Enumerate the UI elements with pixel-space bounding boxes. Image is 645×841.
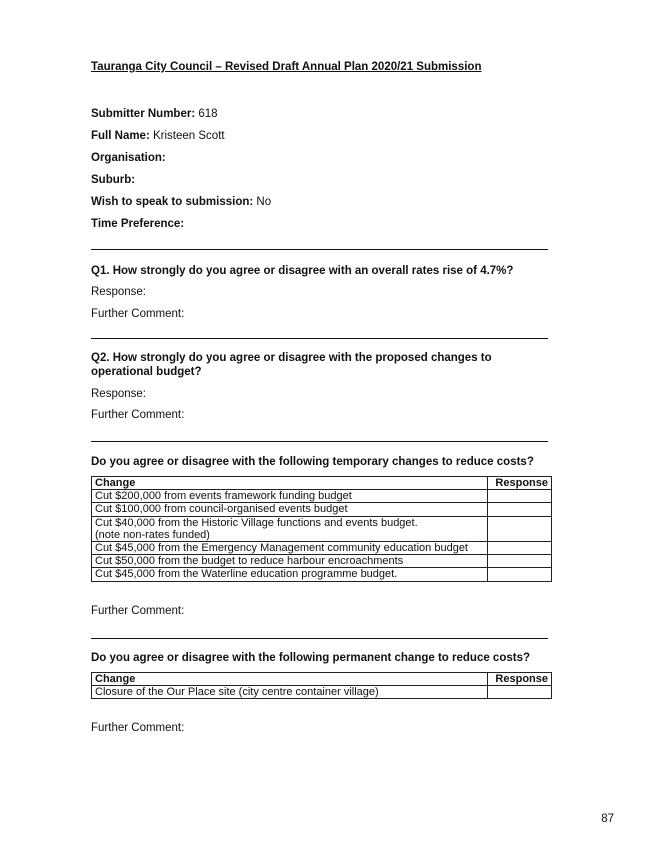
change-cell: Cut $200,000 from events framework funding budget [92,490,488,503]
change-cell: Cut $45,000 from the Emergency Management community education budget [92,542,488,555]
change-cell: Cut $100,000 from council-organised events budget [92,503,488,516]
table-row [92,555,552,568]
response-cell[interactable] [488,490,552,503]
table-row [92,686,552,699]
page-number: 87 [601,813,614,825]
table-row [92,516,552,541]
temporary-comment-label: Further Comment: [91,605,185,617]
change-cell: Closure of the Our Place site (city centre container village) [92,686,488,699]
organisation-label: Organisation: [91,152,166,164]
time-preference-field [91,218,184,230]
column-header-response: Response [488,477,552,490]
submitter-number-label: Submitter Number: [91,108,196,120]
column-header-change: Change [92,477,488,490]
response-cell[interactable] [488,686,552,699]
column-header-change: Change [92,673,488,686]
permanent-question: Do you agree or disagree with the following permanent change to reduce costs? [91,652,530,664]
organisation-field [91,152,166,164]
change-cell [92,516,488,541]
suburb-field [91,174,135,186]
response-cell[interactable] [488,516,552,541]
q2-response-label: Response: [91,388,146,400]
change-cell-line: Cut $40,000 from the Historic Village functions and events budget. [95,516,418,529]
column-header-response: Response [488,673,552,686]
temporary-changes-table [91,476,552,582]
time-preference-label: Time Preference: [91,218,185,230]
response-cell[interactable] [488,555,552,568]
table-header-row [92,673,552,686]
permanent-changes-table [91,672,552,699]
divider [91,441,548,442]
speak-value: No [256,196,272,208]
full-name-label: Full Name: [91,130,150,142]
divider [91,338,548,339]
q1-response-label: Response: [91,286,146,298]
divider [91,249,548,250]
submitter-number-value: 618 [198,108,218,120]
divider [91,638,548,639]
full-name-field [91,130,225,142]
change-cell: Cut $45,000 from the Waterline education programme budget. [92,568,488,581]
table-row [92,490,552,503]
q2-comment-label: Further Comment: [91,409,185,421]
full-name-value: Kristeen Scott [153,130,225,142]
temporary-question: Do you agree or disagree with the following temporary changes to reduce costs? [91,456,534,468]
q1-comment-label: Further Comment: [91,308,185,320]
q1-question: Q1. How strongly do you agree or disagree with an overall rates rise of 4.7%? [91,265,514,277]
permanent-comment-label: Further Comment: [91,722,185,734]
table-header-row [92,477,552,490]
suburb-label: Suburb: [91,174,136,186]
table-row [92,542,552,555]
response-cell[interactable] [488,503,552,516]
submitter-number-field [91,108,218,120]
speak-field [91,196,271,208]
response-cell[interactable] [488,542,552,555]
speak-label: Wish to speak to submission: [91,196,254,208]
q2-question: Q2. How strongly do you agree or disagree with the proposed changes to operational budget? [91,352,492,378]
table-row [92,568,552,581]
change-cell: Cut $50,000 from the budget to reduce harbour encroachments [92,555,488,568]
table-row [92,503,552,516]
response-cell[interactable] [488,568,552,581]
document-title: Tauranga City Council – Revised Draft Annual Plan 2020/21 Submission [91,61,482,73]
change-cell-note: (note non-rates funded) [95,528,210,541]
